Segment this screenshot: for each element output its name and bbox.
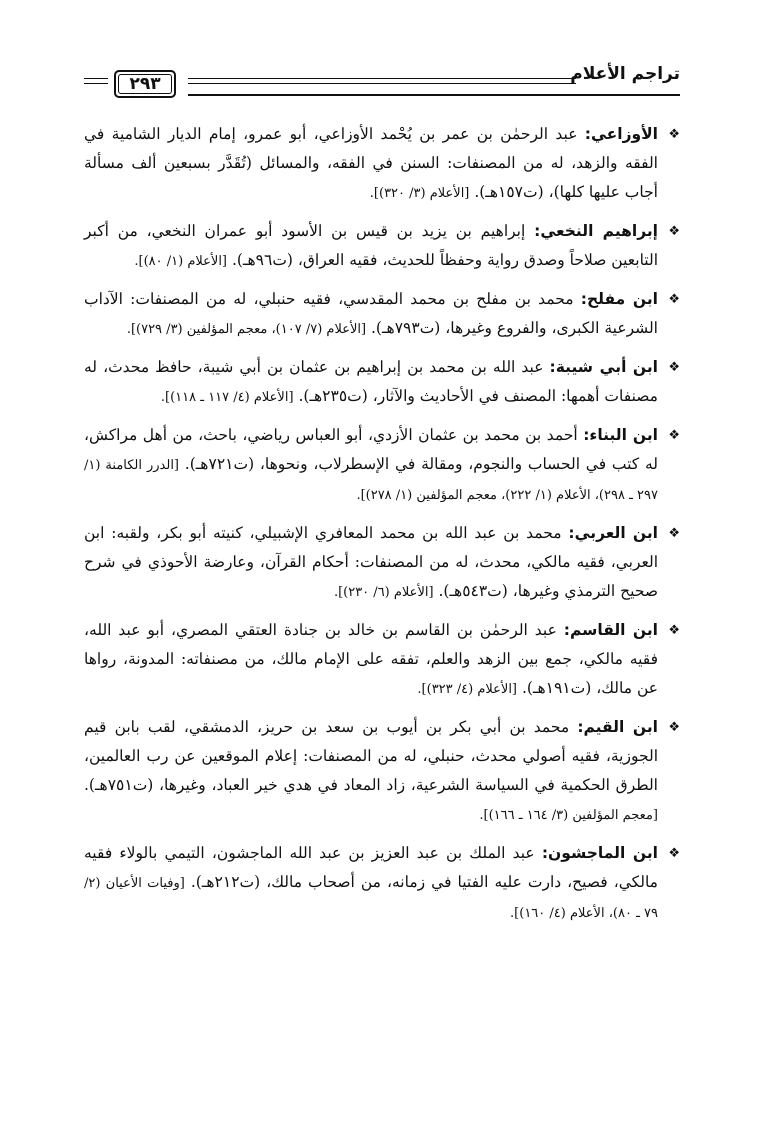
header-underline — [188, 94, 680, 96]
biography-entry — [84, 713, 680, 830]
entry-reference: [الأعلام (٦/ ٢٣٠)]. — [333, 585, 434, 600]
header-rule — [84, 83, 108, 84]
biography-entry — [84, 839, 680, 928]
biography-entry — [84, 421, 680, 510]
bullet-icon: ❖ — [668, 292, 680, 307]
entry-reference: [الأعلام (٤/ ١١٧ ـ ١١٨)]. — [160, 390, 294, 405]
biography-entry — [84, 120, 680, 208]
header-rule — [84, 78, 108, 79]
entry-reference: [الأعلام (١/ ٨٠)]. — [134, 254, 228, 269]
entry-name: ابن أبي شيبة: — [549, 358, 658, 376]
entry-reference: [وفيات الأعيان (٢/ ٧٩ ـ ٨٠)، الأعلام (٤/ ١٦٠)]. — [84, 876, 658, 921]
entry-reference: [الدرر الكامنة (١/ ٢٩٧ ـ ٢٩٨)، الأعلام (١/ ٢٢٢)، معجم المؤلفين (١/ ٢٧٨)]. — [84, 458, 658, 503]
entry-name: ابن القاسم: — [563, 621, 658, 639]
entry-name: الأوزاعي: — [584, 125, 658, 143]
entry-name: ابن العربي: — [568, 524, 658, 542]
biography-entry — [84, 616, 680, 704]
entry-text: عبد الله بن محمد بن إبراهيم بن عثمان بن أبي شيبة، حافظ محدث، له مصنفات أهمها: المصنف في الأحاديث والآثار، (ت٢٣٥هـ). — [84, 358, 658, 405]
bullet-icon: ❖ — [668, 428, 680, 443]
bullet-icon: ❖ — [668, 360, 680, 375]
entry-name: إبراهيم النخعي: — [534, 222, 658, 240]
entry-text: محمد بن أبي بكر بن أيوب بن سعد بن حريز، الدمشقي، لقب بابن قيم الجوزية، فقيه أصولي محدث، حنبلي، له من المصنفات: إعلام الموقعين عن رب العالمين، الطرق الحكمية في السياسة الشرعية، زاد المعاد في هدي خير العباد، وغيرها، (ت٧٥١هـ). — [84, 718, 658, 794]
entry-name: ابن الماجشون: — [541, 844, 658, 862]
entry-text: عبد الملك بن عبد العزيز بن عبد الله الماجشون، التيمي بالولاء فقيه مالكي، فصيح، دارت عليه الفتيا في زمانه، من أصحاب مالك، (ت٢١٢هـ). — [84, 844, 658, 891]
biography-entry — [84, 519, 680, 607]
bullet-icon: ❖ — [668, 127, 680, 142]
entry-reference: [الأعلام (٣/ ٣٢٠)]. — [369, 186, 470, 201]
biography-entry — [84, 285, 680, 344]
bullet-icon: ❖ — [668, 720, 680, 735]
entry-name: ابن مفلح: — [580, 290, 658, 308]
running-title: تراجم الأعلام — [570, 64, 680, 84]
entry-text: عبد الرحمٰن بن القاسم بن خالد بن جنادة العتقي المصري، أبو عبد الله، فقيه مالكي، جمع بين الزهد والعلم، تفقه على الإمام مالك، من مصنفاته: المدونة، رواها عن مالك، (ت١٩١هـ). — [84, 621, 658, 697]
entry-reference: [الأعلام (٤/ ٣٢٣)]. — [417, 682, 518, 697]
bullet-icon: ❖ — [668, 224, 680, 239]
biographies-list — [84, 120, 680, 937]
entry-text: إبراهيم بن يزيد بن قيس بن الأسود أبو عمران النخعي، من أكبر التابعين صلاحاً وصدق رواية وحفظاً للحديث، فقيه العراق، (ت٩٦هـ). — [84, 222, 658, 269]
entry-text: أحمد بن محمد بن عثمان الأزدي، أبو العباس رياضي، باحث، من أهل مراكش، له كتب في الحساب والنجوم، ومقالة في الإسطرلاب، ونحوها، (ت٧٢١هـ). — [84, 426, 658, 473]
biography-entry — [84, 353, 680, 412]
bullet-icon: ❖ — [668, 846, 680, 861]
page-header — [84, 62, 680, 102]
header-rule — [188, 83, 576, 84]
page-number: ٢٩٣ — [114, 70, 176, 98]
entry-text: عبد الرحمٰن بن عمر بن يُحْمد الأوزاعي، أبو عمرو، إمام الديار الشامية في الفقه والزهد، له من المصنفات: السنن في الفقه، والمسائل (تُقَدَّر بسبعين ألف مسألة أجاب عليها كلها)، (ت١٥٧هـ). — [84, 125, 658, 201]
entry-name: ابن القيم: — [577, 718, 658, 736]
entry-reference: [الأعلام (٧/ ١٠٧)، معجم المؤلفين (٣/ ٧٢٩)]. — [126, 322, 367, 337]
header-rule — [188, 78, 576, 79]
entry-name: ابن البناء: — [583, 426, 658, 444]
biography-entry — [84, 217, 680, 276]
entry-text: محمد بن مفلح بن محمد المقدسي، فقيه حنبلي، له من المصنفات: الآداب الشرعية الكبرى، والفروع وغيرها، (ت٧٩٣هـ). — [84, 290, 658, 337]
bullet-icon: ❖ — [668, 526, 680, 541]
bullet-icon: ❖ — [668, 623, 680, 638]
entry-reference: [معجم المؤلفين (٣/ ١٦٤ ـ ١٦٦)]. — [479, 808, 658, 823]
entry-text: محمد بن عبد الله بن محمد المعافري الإشبيلي، كنيته أبو بكر، ولقبه: ابن العربي، فقيه مالكي، محدث، له من المصنفات: أحكام القرآن، وعارضة الأحوذي في شرح صحيح الترمذي وغيرها، (ت٥٤٣هـ). — [84, 524, 658, 600]
